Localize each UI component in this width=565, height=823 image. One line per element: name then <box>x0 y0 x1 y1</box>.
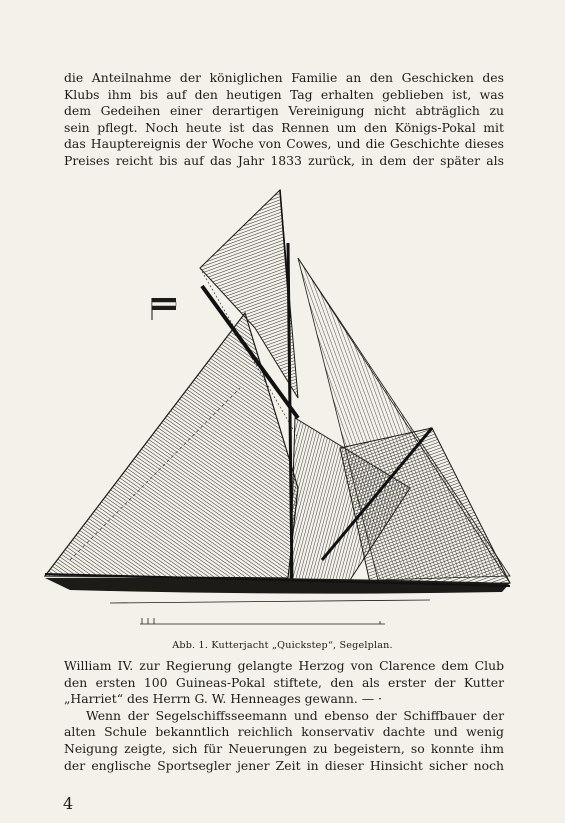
text-line: „Harriet“ des Herrn G. W. Henneages gewann. — · <box>64 691 382 707</box>
sail-plan-illustration <box>40 188 530 633</box>
text-line: Preises reicht bis auf das Jahr 1833 zurück, in dem der später als <box>64 152 504 168</box>
text-line: die Anteilnahme der königlichen Familie an den Geschicken des <box>64 70 504 85</box>
text-line: sein pflegt. Noch heute ist das Rennen um den Königs-Pokal mit <box>64 119 504 135</box>
text-line: Wenn der Segelschiffsseemann und ebenso der Schiffbauer der <box>86 707 504 723</box>
text-line: alten Schule bekanntlich reichlich konservativ dachte und wenig <box>64 724 504 740</box>
flag <box>152 298 176 302</box>
bottom-paragraph <box>64 658 504 774</box>
figure-caption: Abb. 1. Kutterjacht „Quickstep“, Segelplan. <box>172 640 393 651</box>
waterline <box>110 600 430 603</box>
mainsail <box>45 313 298 578</box>
text-line: Klubs ihm bis auf den heutigen Tag erhalten geblieben ist, was <box>64 86 504 102</box>
text-line: der englische Sportsegler jener Zeit in dieser Hinsicht sicher noch <box>64 757 504 773</box>
text-line: dem Gedeihen einer derartigen Vereinigung nicht abträglich zu <box>64 103 504 119</box>
text-line: Neigung zeigte, sich für Neuerungen zu begeistern, so konnte ihm <box>64 740 504 756</box>
text-line: das Hauptereignis der Woche von Cowes, und die Geschichte dieses <box>64 136 504 152</box>
scale-bar <box>140 618 385 624</box>
text-line: den ersten 100 Guineas-Pokal stiftete, den als erster der Kutter <box>64 674 504 690</box>
page-number: 4 <box>63 794 74 813</box>
text-line: William IV. zur Regierung gelangte Herzog von Clarence dem Club <box>64 658 504 673</box>
top-paragraph <box>64 70 504 170</box>
